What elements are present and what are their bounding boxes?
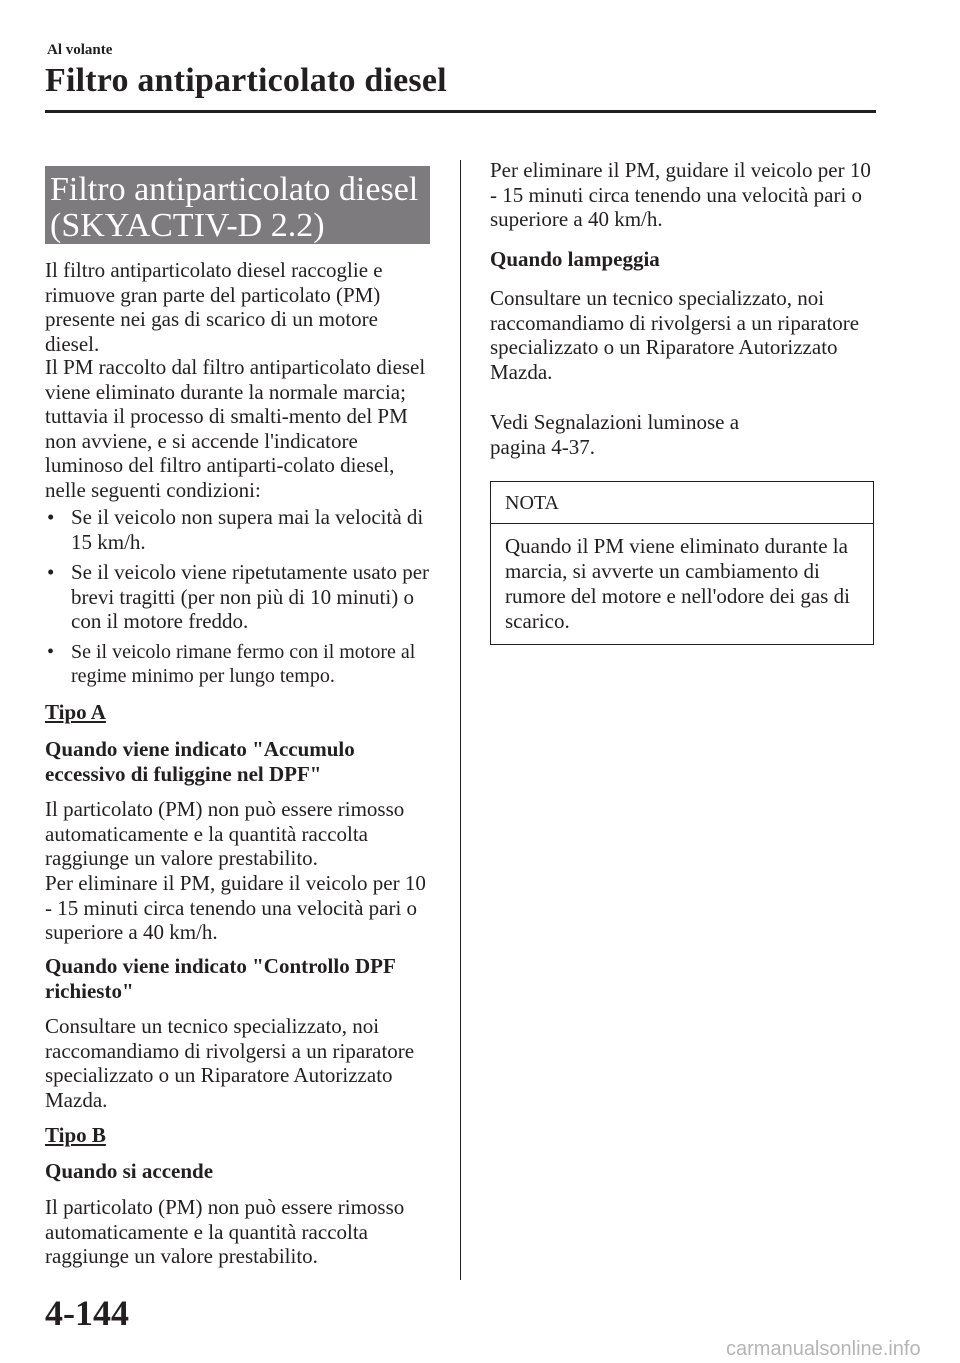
section-title-line2: (SKYACTIV-D 2.2) xyxy=(50,207,325,244)
heading-si-accende: Quando si accende xyxy=(45,1159,214,1183)
bullet-icon: • xyxy=(47,505,55,529)
list-item: • Se il veicolo non supera mai la velocità di 15 km/h. xyxy=(47,505,424,554)
intro-paragraph-2: Il PM raccolto dal filtro antiparticolato diesel viene eliminato durante la normale marcia; tuttavia il processo di smalti-mento del PM non avviene, e si accende l'indicatore luminoso del filtro antiparti-colato diesel, nelle seguenti condizioni: xyxy=(45,355,426,502)
column-divider xyxy=(460,160,461,1280)
section-title-line1: Filtro antiparticolato diesel xyxy=(50,171,419,208)
running-header-section: Al volante xyxy=(47,42,113,58)
para-a2: Per eliminare il PM, guidare il veicolo per 10 - 15 minuti circa tenendo una velocità pari o superiore a 40 km/h. xyxy=(45,871,426,944)
tipo-b-heading: Tipo B xyxy=(45,1123,106,1147)
heading-accumulo: Quando viene indicato "Accumulo eccessivo di fuliggine nel DPF" xyxy=(45,737,355,786)
watermark: carmanualsonline.info xyxy=(726,1338,921,1360)
reference-line-2: pagina 4-37. xyxy=(490,435,595,459)
tipo-a-heading: Tipo A xyxy=(45,700,106,724)
list-item: • Se il veicolo viene ripetutamente usato per brevi tragitti (per non più di 10 minuti) o con il motore freddo. xyxy=(47,560,430,633)
bullet-icon: • xyxy=(47,640,55,663)
conditions-list xyxy=(45,505,435,695)
intro-paragraph: Il filtro antiparticolato diesel raccoglie e rimuove gran parte del particolato (PM) presente nei gas di scarico di un motore diesel. xyxy=(45,258,383,356)
note-label: NOTA xyxy=(491,482,873,524)
reference-text xyxy=(490,410,880,460)
para-b1: Il particolato (PM) non può essere rimosso automaticamente e la quantità raccolta raggiunge un valore prestabilito. xyxy=(45,1195,405,1268)
note-text: Quando il PM viene eliminato durante la marcia, si avverte un cambiamento di rumore del motore e nell'odore dei gas di scarico. xyxy=(505,534,850,633)
section-title-box xyxy=(45,166,430,244)
page-title: Filtro antiparticolato diesel xyxy=(45,62,447,99)
para-b2: Per eliminare il PM, guidare il veicolo per 10 - 15 minuti circa tenendo una velocità pari o superiore a 40 km/h. xyxy=(490,158,871,231)
para-a3: Consultare un tecnico specializzato, noi raccomandiamo di rivolgersi a un riparatore specializzato o un Riparatore Autorizzato Mazda. xyxy=(45,1014,415,1112)
para-b3: Consultare un tecnico specializzato, noi raccomandiamo di rivolgersi a un riparatore specializzato o un Riparatore Autorizzato Mazda. xyxy=(490,286,860,384)
heading-controllo: Quando viene indicato "Controllo DPF richiesto" xyxy=(45,954,396,1003)
heading-lampeggia: Quando lampeggia xyxy=(490,247,660,271)
bullet-icon: • xyxy=(47,560,55,584)
header-rule xyxy=(45,110,876,113)
list-item: • Se il veicolo rimane fermo con il motore al regime minimo per lungo tempo. xyxy=(47,640,416,687)
reference-line-1: Vedi Segnalazioni luminose a xyxy=(490,410,740,434)
page-number: 4-144 xyxy=(45,1293,129,1333)
note-box xyxy=(490,481,874,645)
para-a1: Il particolato (PM) non può essere rimosso automaticamente e la quantità raccolta raggiunge un valore prestabilito. xyxy=(45,797,405,870)
